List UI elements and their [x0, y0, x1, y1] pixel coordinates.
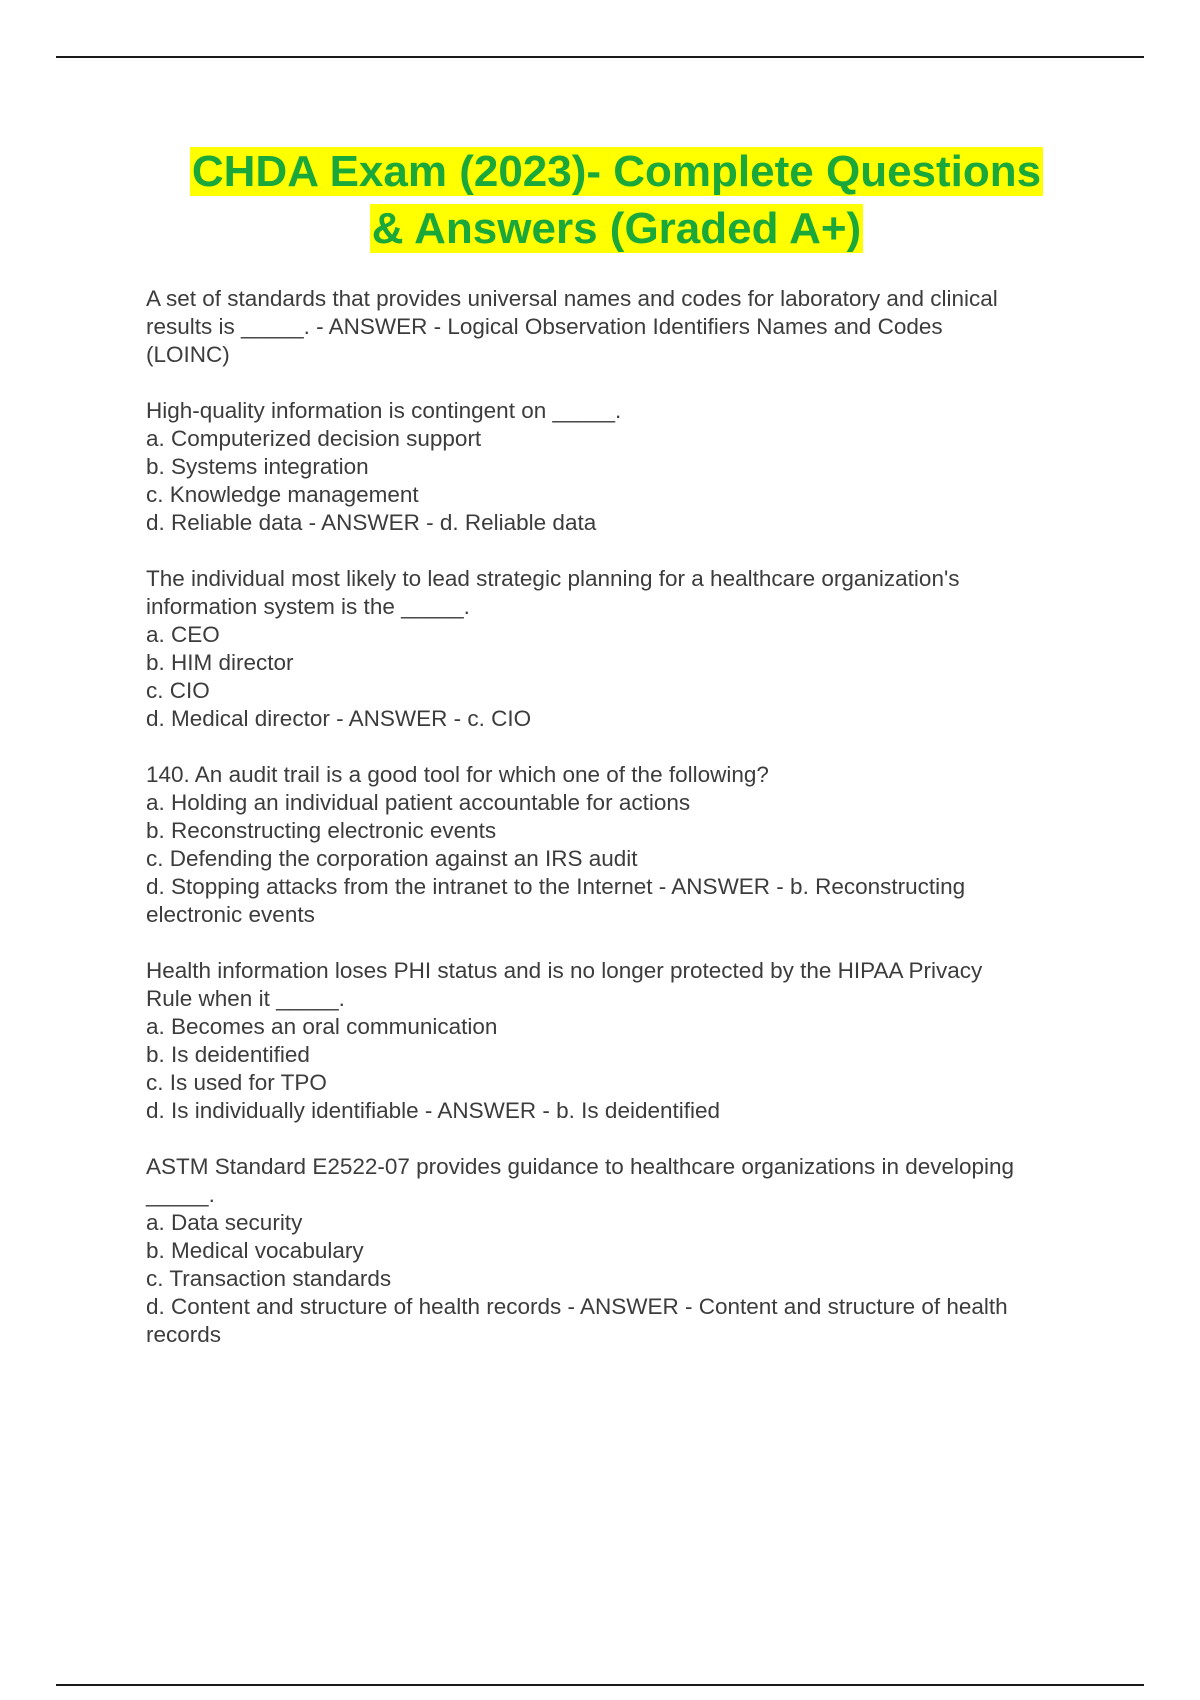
text-line: Health information loses PHI status and is no longer protected by the HIPAA Privacy	[146, 958, 983, 983]
question-block	[146, 1153, 1086, 1349]
question-block	[146, 957, 1086, 1125]
text-line: ASTM Standard E2522-07 provides guidance to healthcare organizations in developing	[146, 1154, 1015, 1179]
text-line: d. Stopping attacks from the intranet to the Internet - ANSWER - b. Reconstructing	[146, 874, 966, 899]
text-line: a. Becomes an oral communication	[146, 1014, 498, 1039]
top-divider	[56, 56, 1144, 58]
text-line: _____.	[146, 1182, 215, 1207]
text-line: records	[146, 1322, 222, 1347]
text-line: c. CIO	[146, 678, 210, 703]
bottom-divider	[56, 1684, 1144, 1686]
title-line-1: CHDA Exam (2023)- Complete Questions	[191, 147, 1042, 196]
title-line-2: & Answers (Graded A+)	[371, 204, 862, 253]
text-line: b. Medical vocabulary	[146, 1238, 364, 1263]
text-line: b. HIM director	[146, 650, 294, 675]
question-block	[146, 761, 1086, 929]
text-line: b. Systems integration	[146, 454, 369, 479]
question-block	[146, 397, 1086, 537]
text-line: a. Holding an individual patient accountable for actions	[146, 790, 691, 815]
question-block	[146, 285, 1086, 369]
text-line: c. Knowledge management	[146, 482, 419, 507]
text-line: electronic events	[146, 902, 315, 927]
text-line: Rule when it _____.	[146, 986, 345, 1011]
text-line: d. Reliable data - ANSWER - d. Reliable data	[146, 510, 597, 535]
text-line: a. CEO	[146, 622, 220, 647]
text-line: c. Transaction standards	[146, 1266, 392, 1291]
text-line: The individual most likely to lead strategic planning for a healthcare organization's	[146, 566, 960, 591]
text-line: 140. An audit trail is a good tool for which one of the following?	[146, 762, 769, 787]
text-line: d. Content and structure of health records - ANSWER - Content and structure of health	[146, 1294, 1008, 1319]
text-line: (LOINC)	[146, 342, 230, 367]
text-line: results is _____. - ANSWER - Logical Observation Identifiers Names and Codes	[146, 314, 943, 339]
text-line: a. Computerized decision support	[146, 426, 482, 451]
text-line: b. Reconstructing electronic events	[146, 818, 497, 843]
text-line: c. Is used for TPO	[146, 1070, 327, 1095]
text-line: b. Is deidentified	[146, 1042, 310, 1067]
text-line: c. Defending the corporation against an IRS audit	[146, 846, 638, 871]
text-line: d. Medical director - ANSWER - c. CIO	[146, 706, 532, 731]
text-line: High-quality information is contingent on _____.	[146, 398, 622, 423]
text-line: a. Data security	[146, 1210, 303, 1235]
question-block	[146, 565, 1086, 733]
document-title	[145, 143, 1088, 257]
text-line: information system is the _____.	[146, 594, 470, 619]
document-body	[146, 285, 1086, 1377]
text-line: A set of standards that provides universal names and codes for laboratory and clinical	[146, 286, 998, 311]
text-line: d. Is individually identifiable - ANSWER - b. Is deidentified	[146, 1098, 721, 1123]
